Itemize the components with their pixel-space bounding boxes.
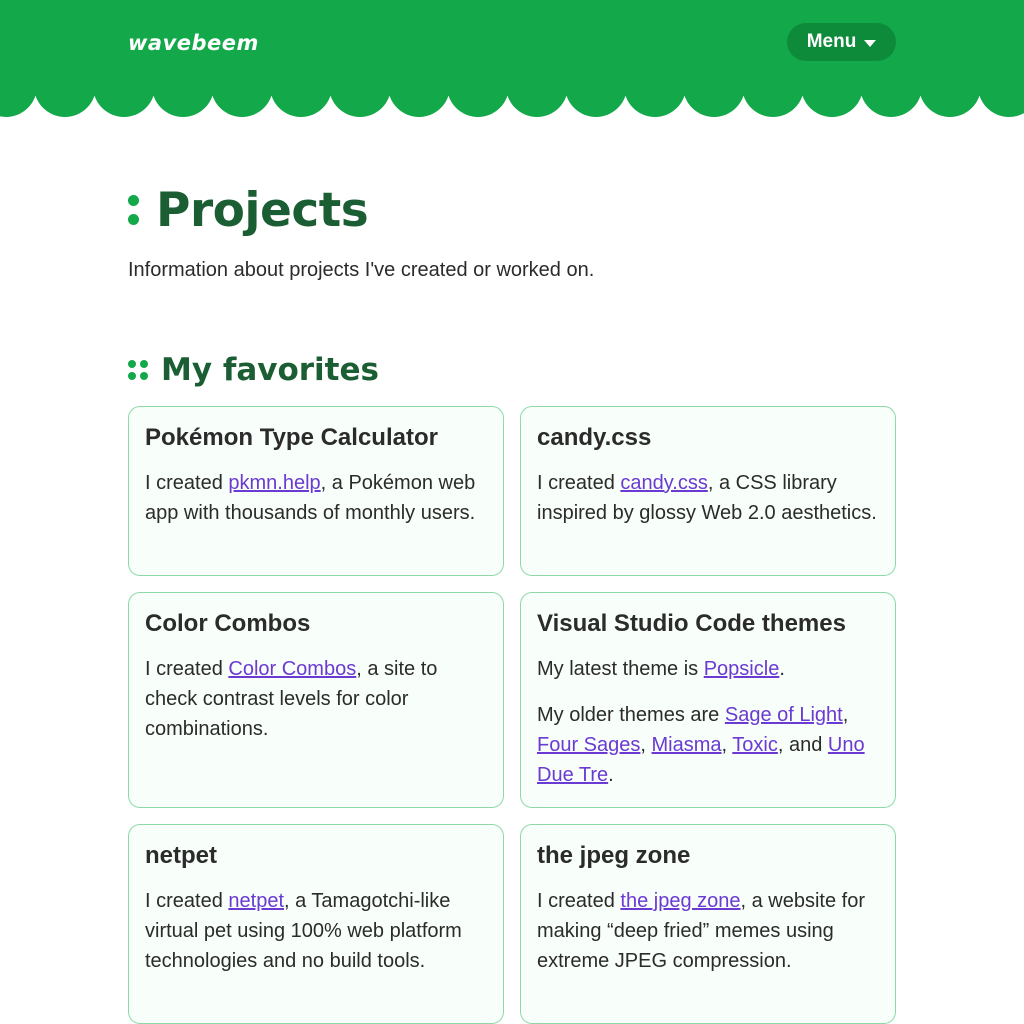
scallop-shape — [270, 95, 332, 117]
scallop-shape — [565, 95, 627, 117]
section-heading — [128, 348, 379, 392]
project-card-candy-css — [520, 406, 896, 576]
site-logo[interactable]: wavebeem — [128, 31, 259, 55]
card-description: My latest theme is Popsicle. — [537, 658, 785, 680]
card-title: Color Combos — [145, 610, 311, 637]
scallop-shape — [624, 95, 686, 117]
scallop-shape — [801, 95, 863, 117]
page-title: Projects — [156, 182, 369, 238]
toxic-link[interactable]: Toxic — [732, 734, 778, 756]
scallop-shape — [742, 95, 804, 117]
scallop-shape — [0, 95, 37, 117]
section-dots-icon — [128, 360, 148, 380]
heading-dots-icon — [128, 195, 139, 225]
candy-css-link[interactable]: candy.css — [620, 472, 708, 494]
project-card-jpeg-zone — [520, 824, 896, 1024]
scallop-shape — [447, 95, 509, 117]
scallop-shape — [506, 95, 568, 117]
scallop-shape — [683, 95, 745, 117]
page-intro: Information about projects I've created or worked on. — [128, 259, 595, 281]
popsicle-link[interactable]: Popsicle — [703, 658, 780, 680]
section-title: My favorites — [161, 352, 379, 388]
menu-button[interactable] — [787, 23, 896, 61]
card-description: I created candy.css, a CSS library inspired by glossy Web 2.0 aesthetics. — [537, 472, 877, 524]
caret-down-icon — [864, 40, 876, 47]
header-scallop-border — [0, 95, 1024, 117]
card-description: I created the jpeg zone, a website for making “deep fried” memes using extreme JPEG compression. — [537, 890, 866, 972]
scallop-shape — [860, 95, 922, 117]
scallop-shape — [329, 95, 391, 117]
scallop-shape — [211, 95, 273, 117]
card-title: Pokémon Type Calculator — [145, 424, 438, 451]
menu-button-label: Menu — [806, 31, 857, 52]
card-title: Visual Studio Code themes — [537, 610, 846, 637]
card-description: I created netpet, a Tamagotchi-like virtual pet using 100% web platform technologies and no build tools. — [145, 890, 462, 972]
color-combos-link[interactable]: Color Combos — [228, 658, 357, 680]
page-heading — [128, 178, 368, 242]
project-card-vscode-themes — [520, 592, 896, 808]
sage-of-light-link[interactable]: Sage of Light — [724, 704, 843, 726]
uno-due-tre-link[interactable]: Uno Due Tre — [537, 734, 865, 786]
card-description: I created Color Combos, a site to check contrast levels for color combinations. — [145, 658, 438, 740]
project-card-pokemon — [128, 406, 504, 576]
project-card-netpet — [128, 824, 504, 1024]
scallop-shape — [919, 95, 981, 117]
card-description: I created pkmn.help, a Pokémon web app with thousands of monthly users. — [145, 472, 476, 524]
miasma-link[interactable]: Miasma — [651, 734, 722, 756]
project-card-color-combos — [128, 592, 504, 808]
jpeg-zone-link[interactable]: the jpeg zone — [620, 890, 741, 912]
card-title: candy.css — [537, 424, 652, 451]
scallop-shape — [152, 95, 214, 117]
netpet-link[interactable]: netpet — [228, 890, 284, 912]
scallop-shape — [978, 95, 1024, 117]
scallop-shape — [93, 95, 155, 117]
card-description-older-themes: My older themes are Sage of Light, Four Sages, Miasma, Toxic, and Uno Due Tre. — [537, 704, 865, 786]
four-sages-link[interactable]: Four Sages — [537, 734, 641, 756]
card-title: netpet — [145, 842, 217, 869]
scallop-shape — [388, 95, 450, 117]
pkmn-help-link[interactable]: pkmn.help — [228, 472, 321, 494]
card-title: the jpeg zone — [537, 842, 691, 869]
scallop-shape — [34, 95, 96, 117]
